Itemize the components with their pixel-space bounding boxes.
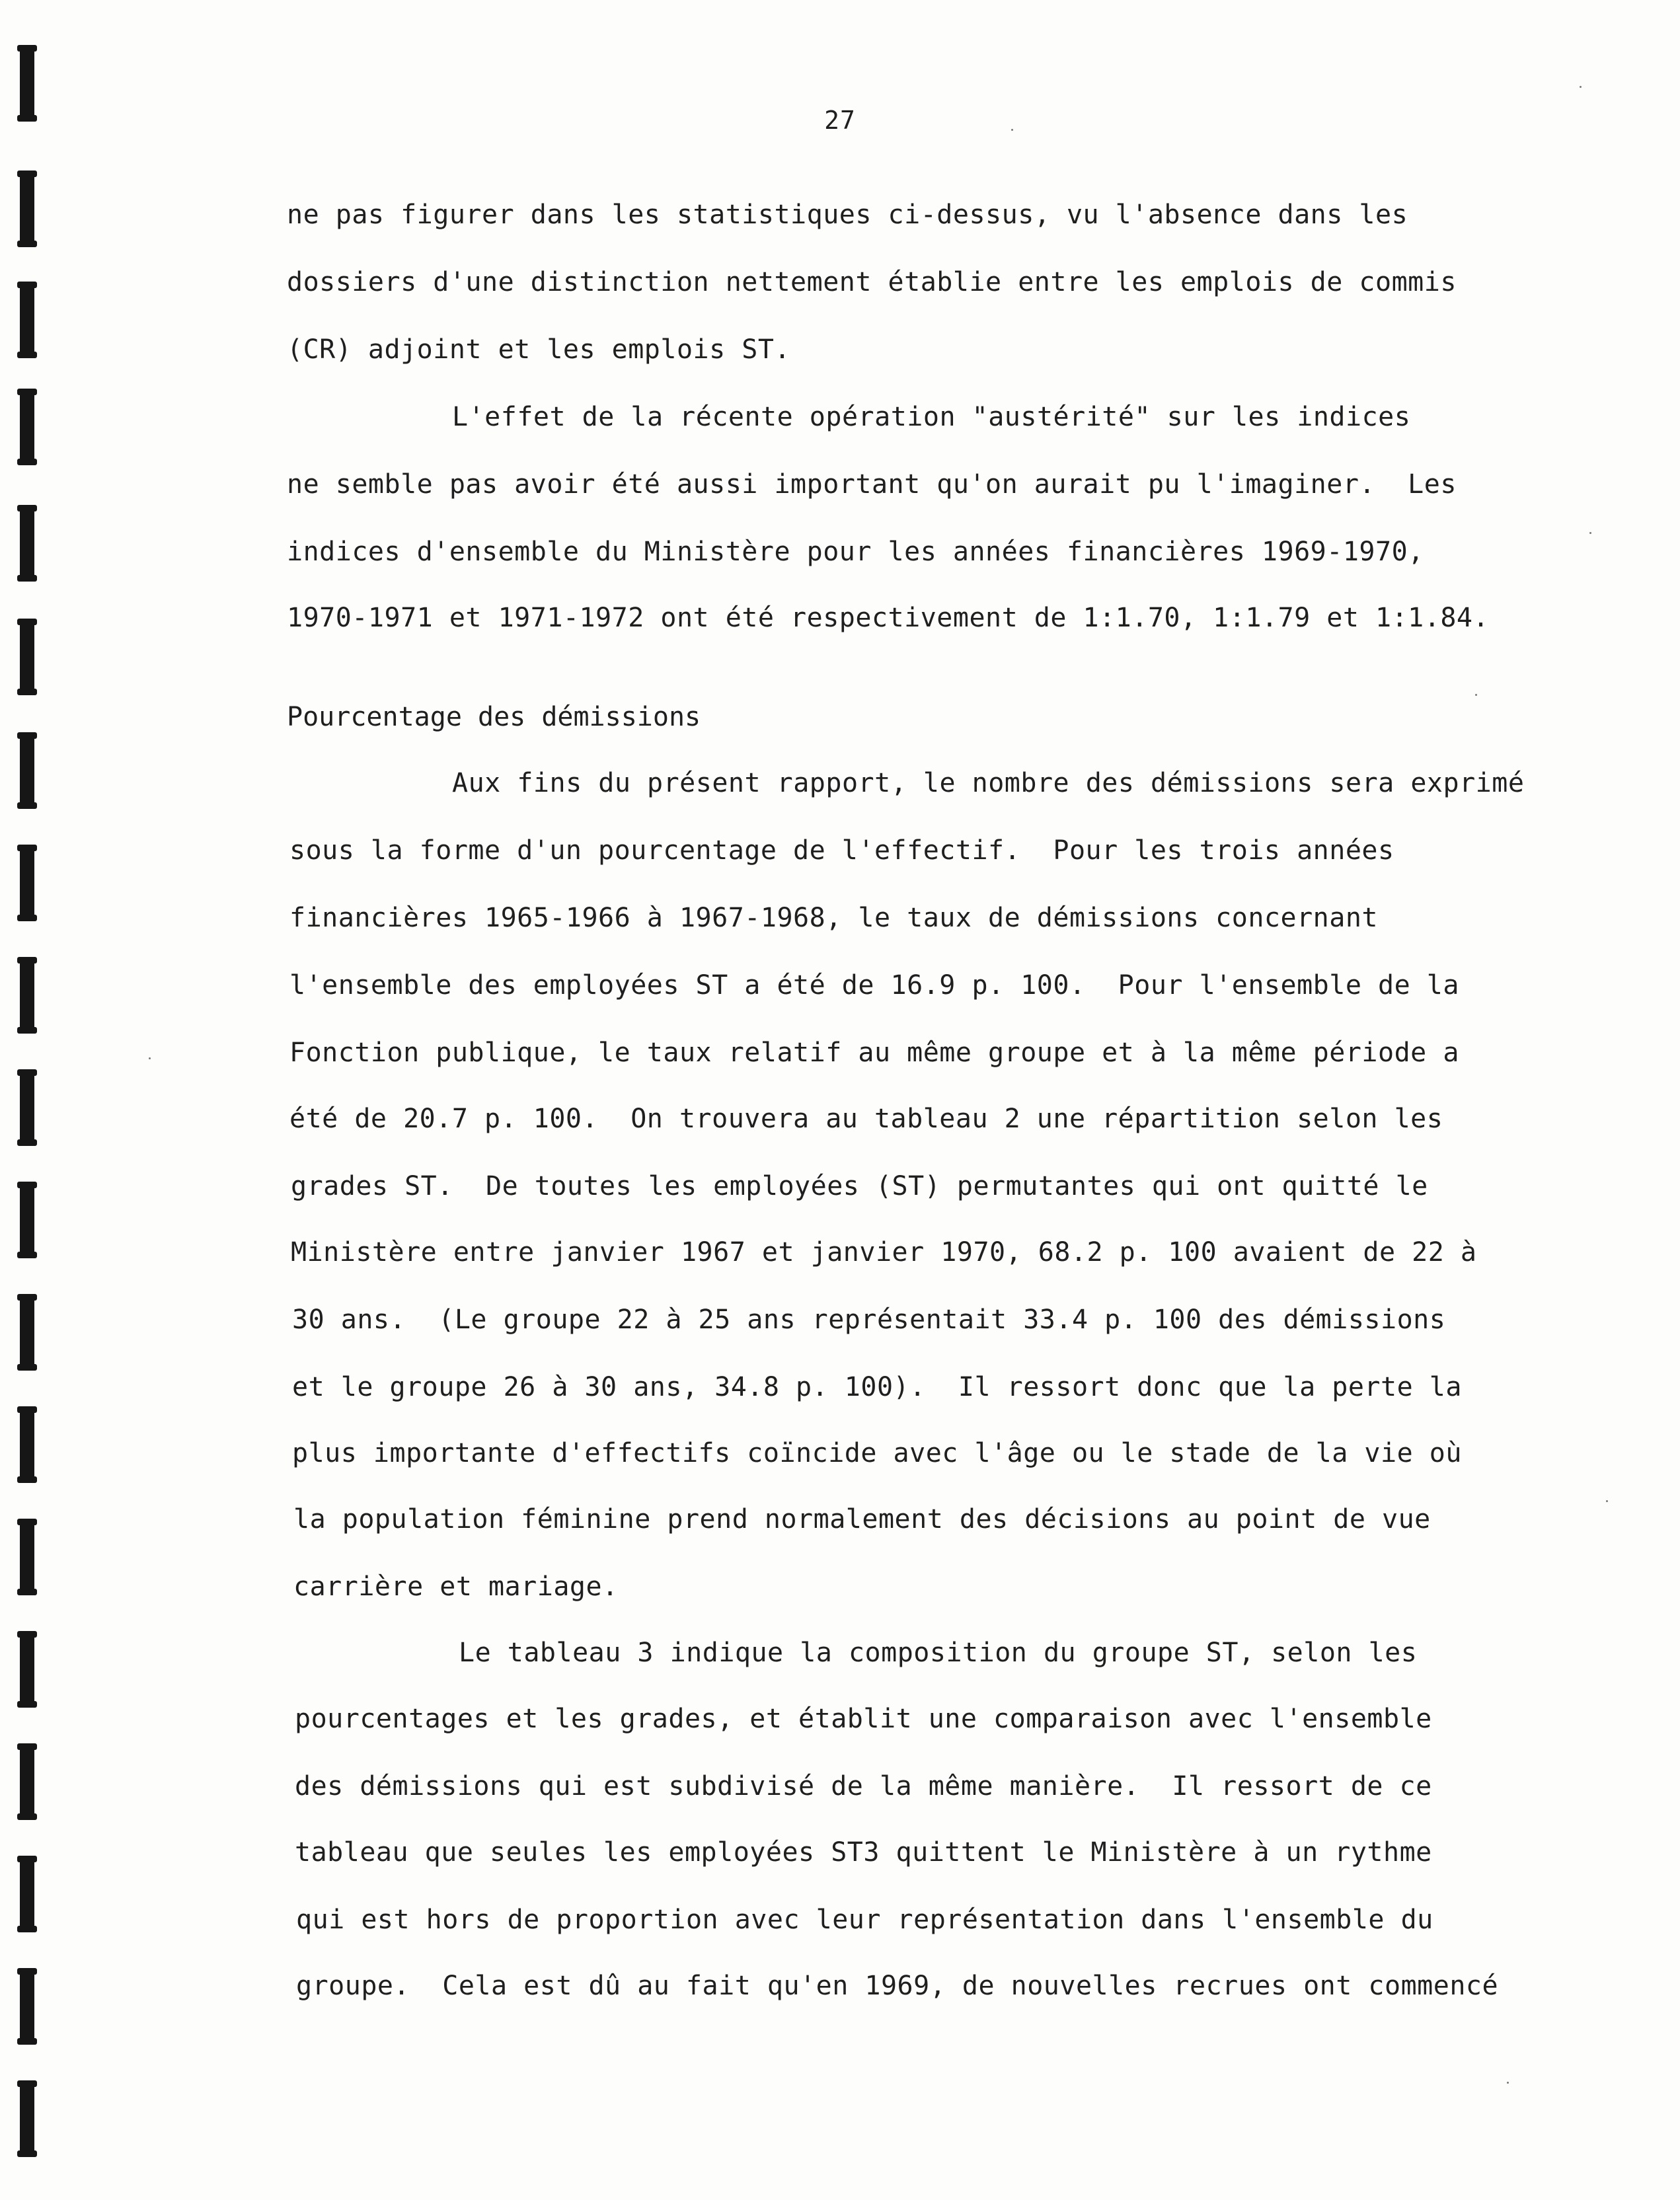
text-line: L'effet de la récente opération "austérité" sur les indices (452, 402, 1411, 432)
page-number: 27 (824, 106, 856, 135)
text-line: Le tableau 3 indique la composition du groupe ST, selon les (459, 1638, 1418, 1668)
scan-speck (1589, 532, 1591, 534)
section-heading: Pourcentage des démissions (287, 702, 701, 732)
binding-hole-icon (20, 958, 34, 1032)
text-line: l'ensemble des employées ST a été de 16.9 p. 100. Pour l'ensemble de la (289, 970, 1459, 1001)
binding-hole-icon (20, 390, 34, 464)
binding-hole-icon (20, 1408, 34, 1482)
binding-hole-icon (20, 506, 34, 580)
text-line: financières 1965-1966 à 1967-1968, le taux de démissions concernant (289, 903, 1378, 933)
text-line: Aux fins du présent rapport, le nombre des démissions sera exprimé (452, 768, 1525, 798)
scan-speck (149, 1057, 151, 1059)
scan-speck (1507, 2082, 1509, 2084)
text-line: été de 20.7 p. 100. On trouvera au tableau 2 une répartition selon les (289, 1104, 1443, 1134)
binding-hole-icon (20, 1071, 34, 1145)
scan-speck (1475, 694, 1477, 696)
text-line: indices d'ensemble du Ministère pour les années financières 1969-1970, (287, 537, 1424, 567)
text-line: plus importante d'effectifs coïncide avec l'âge ou le stade de la vie où (292, 1438, 1462, 1468)
binding-strip (20, 46, 40, 2187)
text-line: et le groupe 26 à 30 ans, 34.8 p. 100). Il ressort donc que la perte la (292, 1372, 1462, 1402)
binding-hole-icon (20, 846, 34, 920)
text-line: pourcentages et les grades, et établit une comparaison avec l'ensemble (295, 1704, 1432, 1734)
binding-hole-icon (20, 1632, 34, 1706)
binding-hole-icon (20, 283, 34, 357)
binding-hole-icon (20, 620, 34, 694)
text-line: (CR) adjoint et les emplois ST. (287, 334, 791, 365)
binding-hole-icon (20, 1183, 34, 1257)
binding-hole-icon (20, 1745, 34, 1819)
text-line: groupe. Cela est dû au fait qu'en 1969, de nouvelles recrues ont commencé (296, 1971, 1499, 2001)
binding-hole-icon (20, 734, 34, 808)
text-line: Ministère entre janvier 1967 et janvier 1970, 68.2 p. 100 avaient de 22 à (291, 1237, 1477, 1268)
text-line: carrière et mariage. (293, 1572, 619, 1602)
binding-hole-icon (20, 2082, 34, 2156)
binding-hole-icon (20, 1969, 34, 2043)
text-line: ne semble pas avoir été aussi important qu'on aurait pu l'imaginer. Les (287, 469, 1457, 500)
text-line: la population féminine prend normalement des décisions au point de vue (293, 1504, 1431, 1535)
text-line: Fonction publique, le taux relatif au même groupe et à la même période a (289, 1038, 1459, 1068)
scan-speck (1011, 129, 1013, 131)
binding-hole-icon (20, 1857, 34, 1931)
text-line: 1970-1971 et 1971-1972 ont été respectivement de 1:1.70, 1:1.79 et 1:1.84. (287, 603, 1490, 633)
text-line: dossiers d'une distinction nettement établie entre les emplois de commis (287, 267, 1457, 297)
text-line: 30 ans. (Le groupe 22 à 25 ans représentait 33.4 p. 100 des démissions (292, 1305, 1446, 1335)
scan-speck (1580, 86, 1582, 88)
text-line: sous la forme d'un pourcentage de l'effectif. Pour les trois années (289, 835, 1394, 866)
binding-hole-icon (20, 1520, 34, 1594)
text-line: grades ST. De toutes les employées (ST) permutantes qui ont quitté le (291, 1171, 1428, 1201)
binding-hole-icon (20, 172, 34, 246)
scan-speck (1606, 1500, 1608, 1502)
binding-hole-icon (20, 1295, 34, 1369)
text-line: qui est hors de proportion avec leur représentation dans l'ensemble du (296, 1905, 1433, 1935)
text-line: tableau que seules les employées ST3 quittent le Ministère à un rythme (295, 1837, 1432, 1868)
text-line: des démissions qui est subdivisé de la même manière. Il ressort de ce (295, 1771, 1432, 1802)
text-line: ne pas figurer dans les statistiques ci-dessus, vu l'absence dans les (287, 200, 1408, 230)
